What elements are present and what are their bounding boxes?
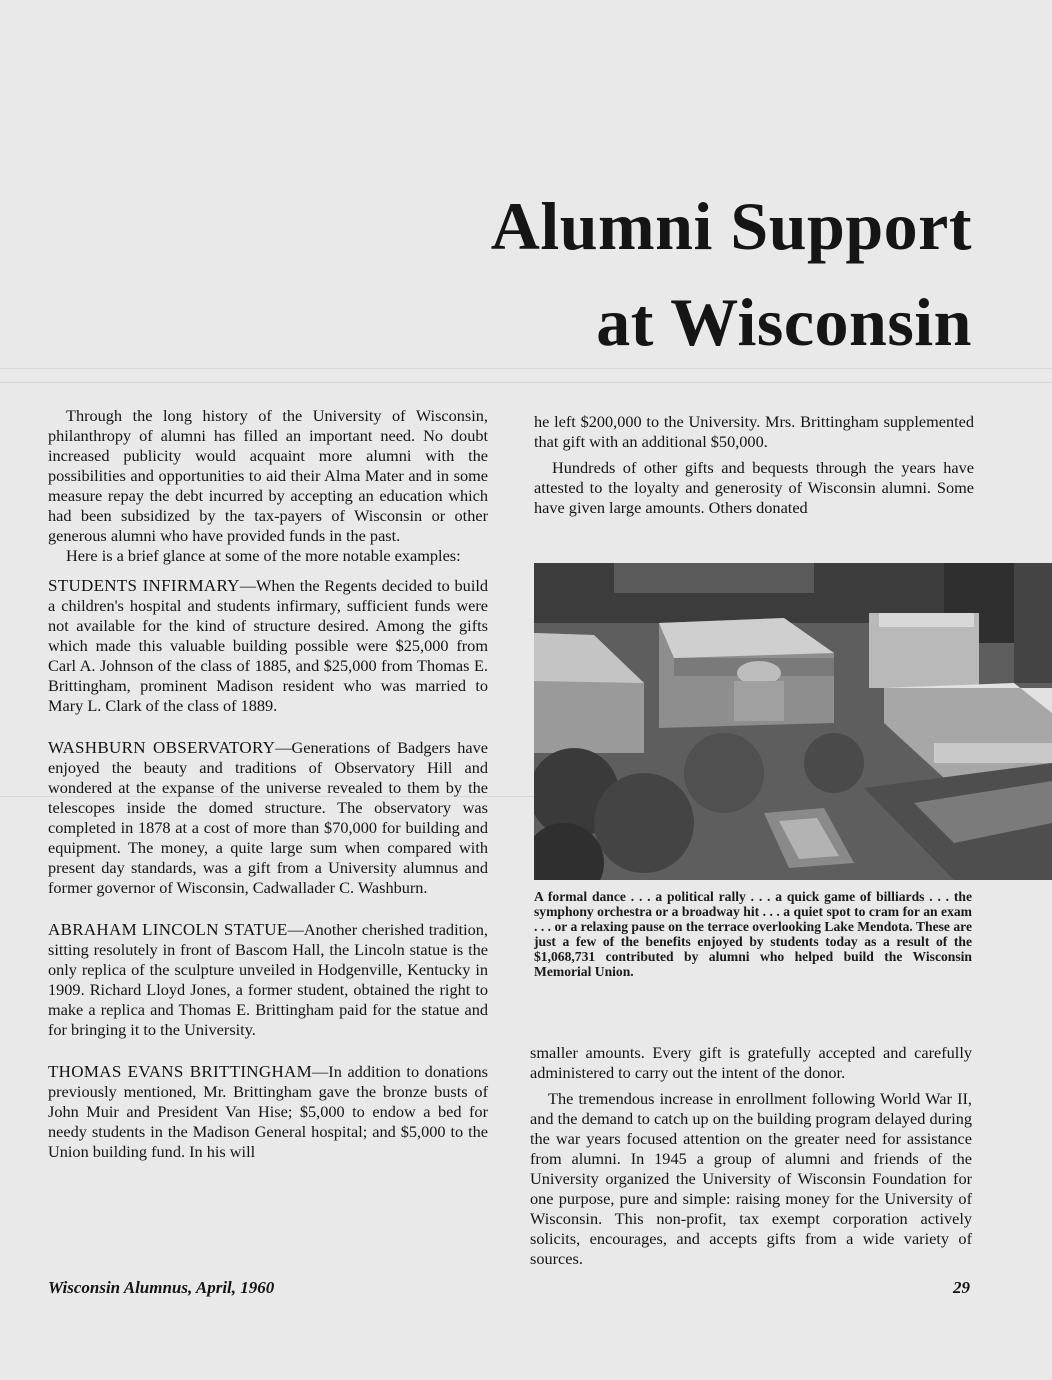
scan-line bbox=[0, 368, 1052, 369]
section-students-infirmary bbox=[48, 576, 488, 716]
section-lincoln-statue bbox=[48, 920, 488, 1040]
article-title-line-2: at Wisconsin bbox=[596, 284, 972, 360]
section-text: —In addition to donations previously mentioned, Mr. Brittingham gave the bronze busts of John Muir and President Van Hise; $5,000 to endow a bed for needy students in the Madison General hospital; and $5,000 to the Union building fund. In his will bbox=[48, 1062, 488, 1161]
intro-paragraph: Through the long history of the University of Wisconsin, philanthropy of alumni has filled an important need. No doubt increased publicity would acquaint more alumni with the possibilities and opportunities to aid their Alma Mater and in some measure repay the debt incurred by accepting an education which had been subsidized by the tax-payers of Wisconsin or other generous alumni who have provided funds in the past. bbox=[48, 406, 488, 545]
right-column-bottom bbox=[530, 1043, 972, 1269]
section-text: —When the Regents decided to build a children's hospital and students infirmary, sufficient funds were not available for the kind of structure desired. Among the gifts which made this valuable building possible were $25,000 from Carl A. Johnson of the class of 1885, and $25,000 from Thomas E. Brittingham, prominent Madison resident who was married to Mary L. Clark of the class of 1889. bbox=[48, 576, 489, 715]
photo-caption: A formal dance . . . a political rally . . . a quick game of billiards . . . the symphony orchestra or a broadway hit . . . a quiet spot to cram for an exam . . . or a relaxing pause on the terrace overlooking Lake Mendota. These are just a few of the benefits enjoyed by students today as a result of the $1,068,731 contributed by alumni who helped build the Wisconsin Memorial Union. bbox=[534, 889, 972, 979]
paragraph: Hundreds of other gifts and bequests through the years have attested to the loyalty and generosity of Wisconsin alumni. Some have given large amounts. Others donated bbox=[534, 458, 974, 517]
section-heading: ABRAHAM LINCOLN STATUE bbox=[48, 920, 288, 939]
section-text: —Another cherished tradition, sitting resolutely in front of Bascom Hall, the Lincoln statue is the only replica of the sculpture unveiled in Hodgenville, Kentucky in 1909. Richard Lloyd Jones, a former student, obtained the right to make a replica and Thomas E. Brittingham paid for the statue and for bringing it to the University. bbox=[48, 920, 488, 1039]
paragraph: he left $200,000 to the University. Mrs. Brittingham supplemented that gift with an additional $50,000. bbox=[534, 412, 974, 451]
publication-footer: Wisconsin Alumnus, April, 1960 bbox=[48, 1278, 275, 1297]
paragraph: smaller amounts. Every gift is gratefully accepted and carefully administered to carry out the intent of the donor. bbox=[530, 1043, 972, 1082]
section-heading: STUDENTS INFIRMARY bbox=[48, 576, 240, 595]
section-text: —Generations of Badgers have enjoyed the beauty and traditions of Observatory Hill and wondered at the expanse of the universe revealed to them by the telescopes inside the domed structure. The observatory was completed in 1878 at a cost of more than $70,000 for building and equipment. The money, a quite large sum when compared with present day standards, was a gift from a University alumnus and former governor of Wisconsin, Cadwallader C. Washburn. bbox=[48, 738, 488, 897]
scan-line bbox=[0, 382, 1052, 383]
section-washburn-observatory bbox=[48, 738, 488, 898]
paragraph: The tremendous increase in enrollment following World War II, and the demand to catch up on the building program delayed during the war years focused attention on the greater need for assistance from alumni. In 1945 a group of alumni and friends of the University organized the University of Wisconsin Foundation for one purpose, pure and simple: raising money for the University of Wisconsin. This non-profit, tax exempt corporation actively solicits, encourages, and accepts gifts from a wide variety of sources. bbox=[530, 1089, 972, 1268]
right-column-top bbox=[534, 412, 974, 518]
page-number: 29 bbox=[953, 1278, 970, 1297]
left-column bbox=[48, 406, 488, 1162]
photo-illustration bbox=[534, 563, 1052, 880]
memorial-union-aerial-photo bbox=[534, 563, 1052, 880]
intro-paragraph: Here is a brief glance at some of the more notable examples: bbox=[66, 546, 461, 565]
section-heading: WASHBURN OBSERVATORY bbox=[48, 738, 276, 757]
article-title-line-1: Alumni Support bbox=[490, 188, 972, 264]
section-heading: THOMAS EVANS BRITTINGHAM bbox=[48, 1062, 313, 1081]
section-brittingham bbox=[48, 1062, 488, 1162]
